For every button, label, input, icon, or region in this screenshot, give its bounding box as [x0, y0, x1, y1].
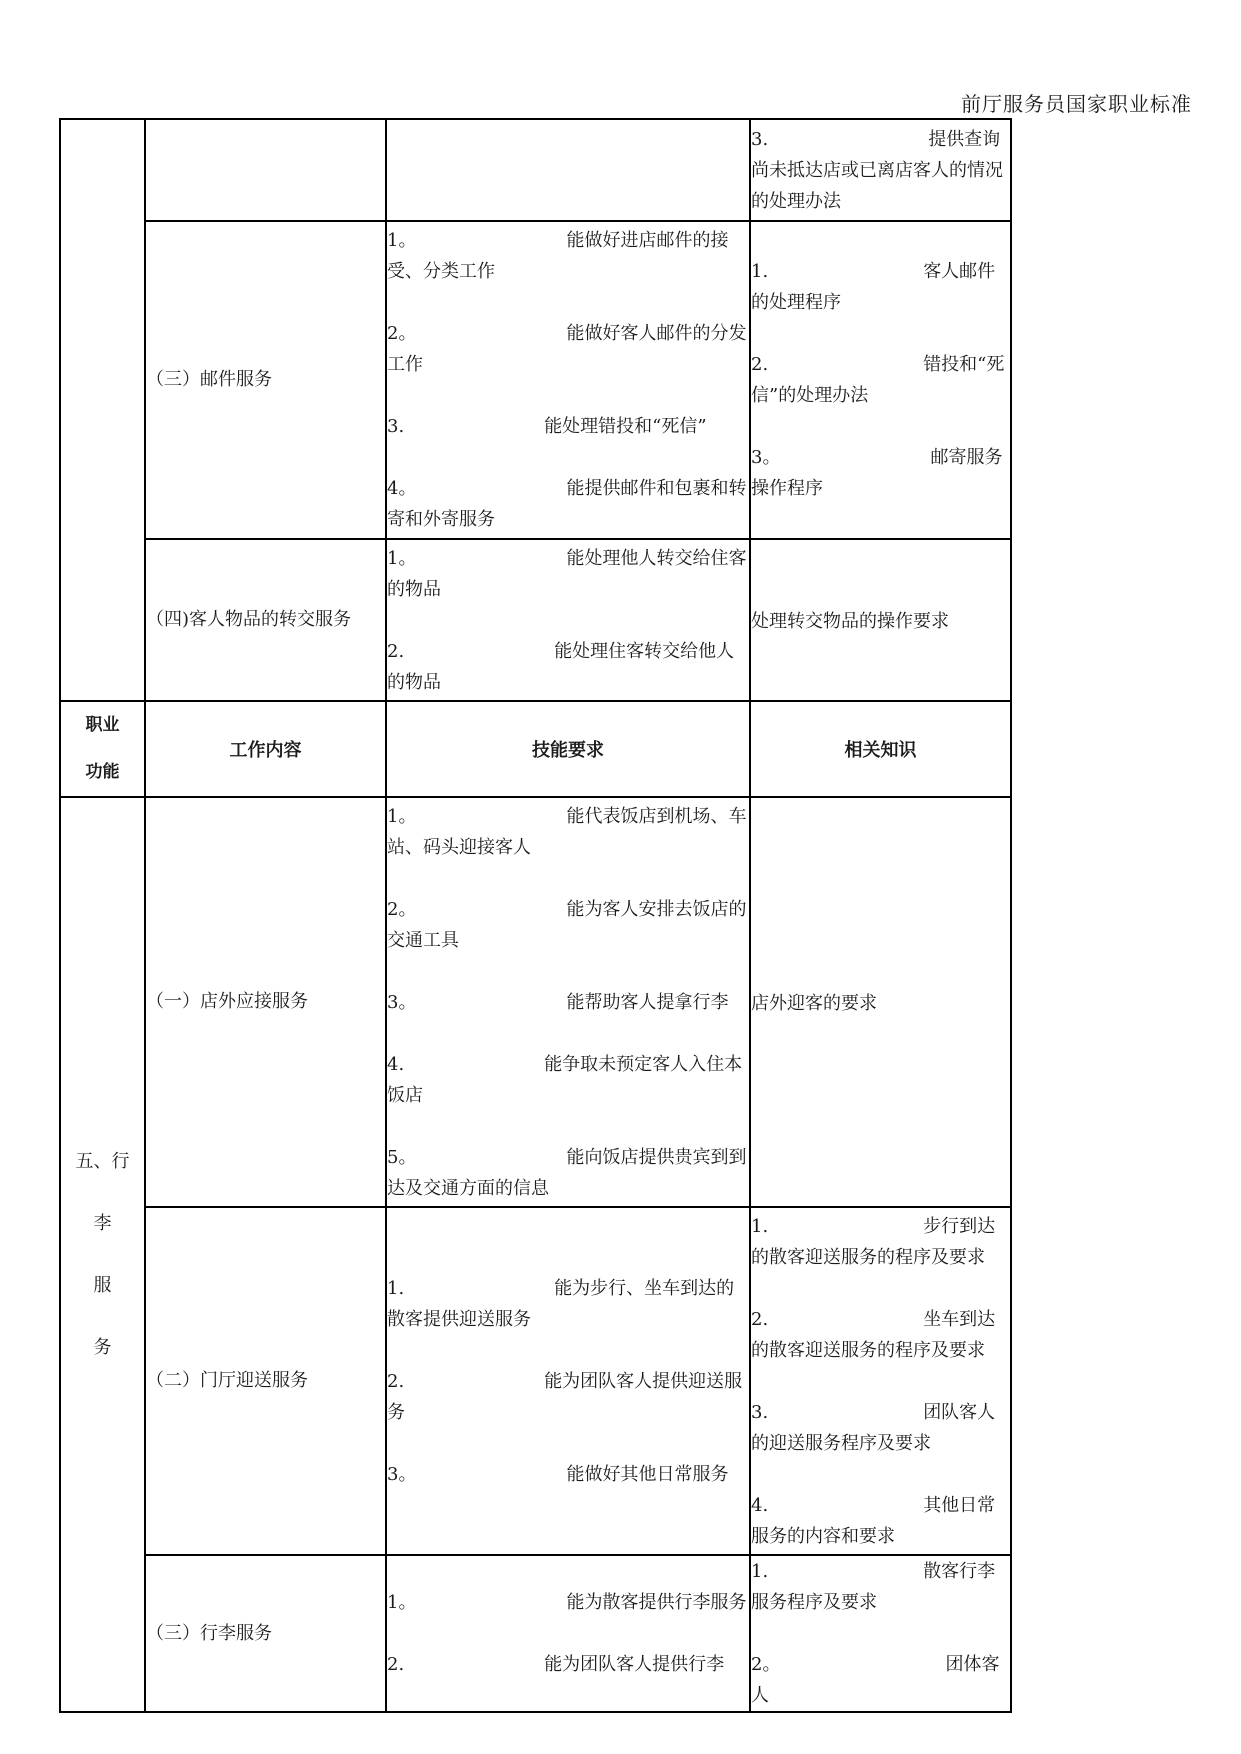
work-content-cell: （二）门厅迎送服务 — [145, 1207, 386, 1555]
header-skill-requirements: 技能要求 — [386, 701, 750, 797]
knowledge-cell: 店外迎客的要求 — [750, 797, 1011, 1207]
skill-item: 5。 能向饭店提供贵宾到到达及交通方面的信息 — [387, 1146, 747, 1199]
knowledge-cell: 处理转交物品的操作要求 — [750, 539, 1011, 701]
skill-item: 1。 能做好进店邮件的接受、分类工作 — [387, 230, 729, 282]
skills-cell — [386, 221, 750, 539]
knowledge-item: 1. 客人邮件的处理程序 — [751, 261, 996, 313]
skill-item: 2。 能做好客人邮件的分发工作 — [387, 323, 747, 375]
table-header-row — [60, 701, 1011, 797]
skills-cell — [386, 539, 750, 701]
skill-item: 1。 能代表饭店到机场、车站、码头迎接客人 — [387, 805, 747, 858]
skill-item: 1. 能为步行、坐车到达的散客提供迎送服务 — [387, 1277, 735, 1330]
header-work-content: 工作内容 — [145, 701, 386, 797]
knowledge-item: 2. 坐车到达的散客迎送服务的程序及要求 — [751, 1308, 996, 1361]
work-content-cell: （一）店外应接服务 — [145, 797, 386, 1207]
knowledge-cell — [750, 1207, 1011, 1555]
table-row — [60, 797, 1011, 1207]
skills-cell — [386, 1207, 750, 1555]
skill-item: 3。 能做好其他日常服务 — [387, 1463, 729, 1485]
skill-item: 2. 能处理住客转交给他人的物品 — [387, 640, 735, 693]
knowledge-cell — [750, 119, 1011, 221]
header-function: 职业 功能 — [60, 701, 145, 797]
knowledge-item: 3. 团队客人的迎送服务程序及要求 — [751, 1401, 996, 1454]
skill-item: 3。 能帮助客人提拿行李 — [387, 991, 729, 1013]
skill-item: 2. 能为团队客人提供迎送服务 — [387, 1370, 743, 1423]
standards-table — [59, 118, 1012, 1713]
work-content-cell: （三）邮件服务 — [145, 221, 386, 539]
function-cell-section5: 五、行 李 服 务 — [60, 797, 145, 1712]
knowledge-item: 1. 步行到达的散客迎送服务的程序及要求 — [751, 1215, 996, 1268]
work-content-cell: （四)客人物品的转交服务 — [145, 539, 386, 701]
skill-item: 4. 能争取未预定客人入住本饭店 — [387, 1053, 743, 1106]
table-row — [60, 1207, 1011, 1555]
skills-cell — [386, 1555, 750, 1712]
skill-item: 2. 能为团队客人提供行李 — [387, 1654, 725, 1675]
skill-item: 1。 能处理他人转交给住客的物品 — [387, 547, 747, 600]
table-row — [60, 221, 1011, 539]
knowledge-item: 1. 散客行李服务程序及要求 — [751, 1561, 996, 1613]
skill-item: 2。 能为客人安排去饭店的交通工具 — [387, 898, 747, 951]
skills-cell — [386, 797, 750, 1207]
skills-cell — [386, 119, 750, 221]
skill-item: 4。 能提供邮件和包裹和转寄和外寄服务 — [387, 478, 747, 530]
knowledge-item: 3. 提供查询尚未抵达店或已离店客人的情况的处理办法 — [751, 128, 1003, 212]
knowledge-item: 2。 团体客人 — [751, 1654, 1000, 1706]
header-related-knowledge: 相关知识 — [750, 701, 1011, 797]
knowledge-cell — [750, 1555, 1011, 1712]
work-content-cell — [145, 119, 386, 221]
knowledge-item: 2. 错投和“死信”的处理办法 — [751, 354, 1005, 406]
table-row — [60, 539, 1011, 701]
knowledge-cell — [750, 221, 1011, 539]
document-header: 前厅服务员国家职业标准 — [961, 92, 1192, 116]
work-content-cell: （三）行李服务 — [145, 1555, 386, 1712]
knowledge-item: 3。 邮寄服务操作程序 — [751, 447, 1003, 499]
skill-item: 3. 能处理错投和“死信” — [387, 416, 707, 437]
function-cell-continued — [60, 119, 145, 701]
table-row — [60, 1555, 1011, 1712]
table-row — [60, 119, 1011, 221]
skill-item: 1。 能为散客提供行李服务 — [387, 1592, 747, 1613]
knowledge-item: 4. 其他日常服务的内容和要求 — [751, 1494, 996, 1547]
